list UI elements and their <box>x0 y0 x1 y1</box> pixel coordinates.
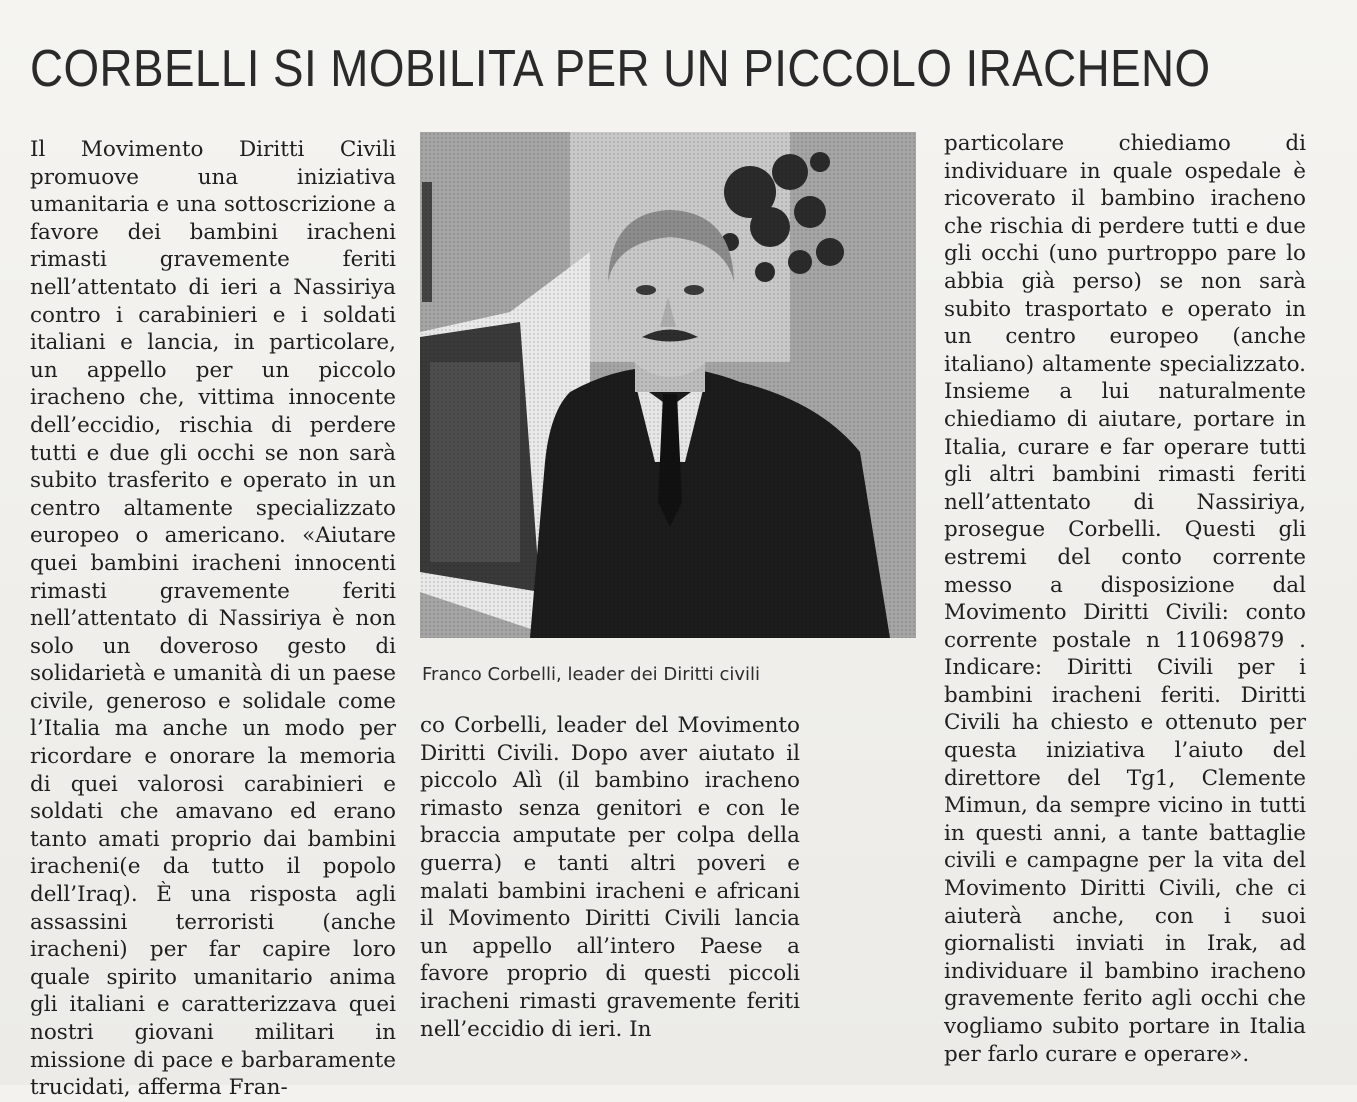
article-column-3 <box>944 130 1306 1068</box>
portrait-photo <box>420 132 916 638</box>
article-headline: CORBELLI SI MOBILITA PER UN PICCOLO IRACHENO <box>30 40 1211 98</box>
portrait-illustration <box>420 132 916 638</box>
column-3-text: particolare chiediamo di individuare in quale ospedale è ricoverato il bambino iracheno che rischia di perdere tutti e due gli occhi (uno purtroppo pare lo abbia già perso) se non sarà subito trasportato e operato in un centro europeo (anche italiano) altamente specializzato. Insieme a lui naturalmente chiediamo di aiutare, portare in Italia, curare e far operare tutti gli altri bambini rimasti feriti nell’attentato di Nassiriya, prosegue Corbelli. Questi gli estremi del conto corrente messo a disposizione dal Movimento Diritti Civili: conto corrente postale n 11069879 . Indicare: Diritti Civili per i bambini iracheni feriti. Diritti Civili ha chiesto e ottenuto per questa iniziativa l’aiuto del direttore del Tg1, Clemente Mimun, da sempre vicino in tutti in questi anni, a tante battaglie civili e campagne per la vita del Movimento Diritti Civili, che ci aiuterà anche, con i suoi giornalisti inviati in Irak, ad individuare il bambino iracheno gravemente ferito agli occhi che vogliamo subito portare in Italia per farlo curare e operare». <box>944 131 1306 1067</box>
photo-caption: Franco Corbelli, leader dei Diritti civili <box>422 664 761 685</box>
article-column-1 <box>30 136 396 1102</box>
article-column-2 <box>420 712 800 1043</box>
column-2-text: co Corbelli, leader del Movimento Diritti Civili. Dopo aver aiutato il piccolo Alì (il bambino iracheno rimasto senza genitori e con le braccia amputate per colpa della guerra) e tanti altri poveri e malati bambini iracheni e africani il Movimento Diritti Civili lancia un appello all’intero Paese a favore proprio di questi piccoli iracheni rimasti gravemente feriti nell’eccidio di ieri. In <box>420 713 800 1042</box>
column-1-text: Il Movimento Diritti Civili promuove una iniziativa umanitaria e una sottoscrizione a favore dei bambini iracheni rimasti gravemente feriti nell’attentato di ieri a Nassiriya contro i carabinieri e i soldati italiani e lancia, in particolare, un appello per un piccolo iracheno che, vittima innocente dell’eccidio, rischia di perdere tutti e due gli occhi se non sarà subito trasferito e operato in un centro altamente specializzato europeo o americano. «Aiutare quei bambini iracheni innocenti rimasti gravemente feriti nell’attentato di Nassiriya è non solo un doveroso gesto di solidarietà e umanità di un paese civile, generoso e solidale come l’Italia ma anche un modo per ricordare e onorare la memoria di quei valorosi carabinieri e soldati che amavano ed erano tanto amati proprio dai bambini iracheni(e da tutto il popolo dell’Iraq). È una risposta agli assassini terroristi (anche iracheni) per far capire loro quale spirito umanitario anima gli italiani e caratterizzava quei nostri giovani militari in missione di pace e barbaramente trucidati, afferma Fran- <box>30 137 396 1101</box>
